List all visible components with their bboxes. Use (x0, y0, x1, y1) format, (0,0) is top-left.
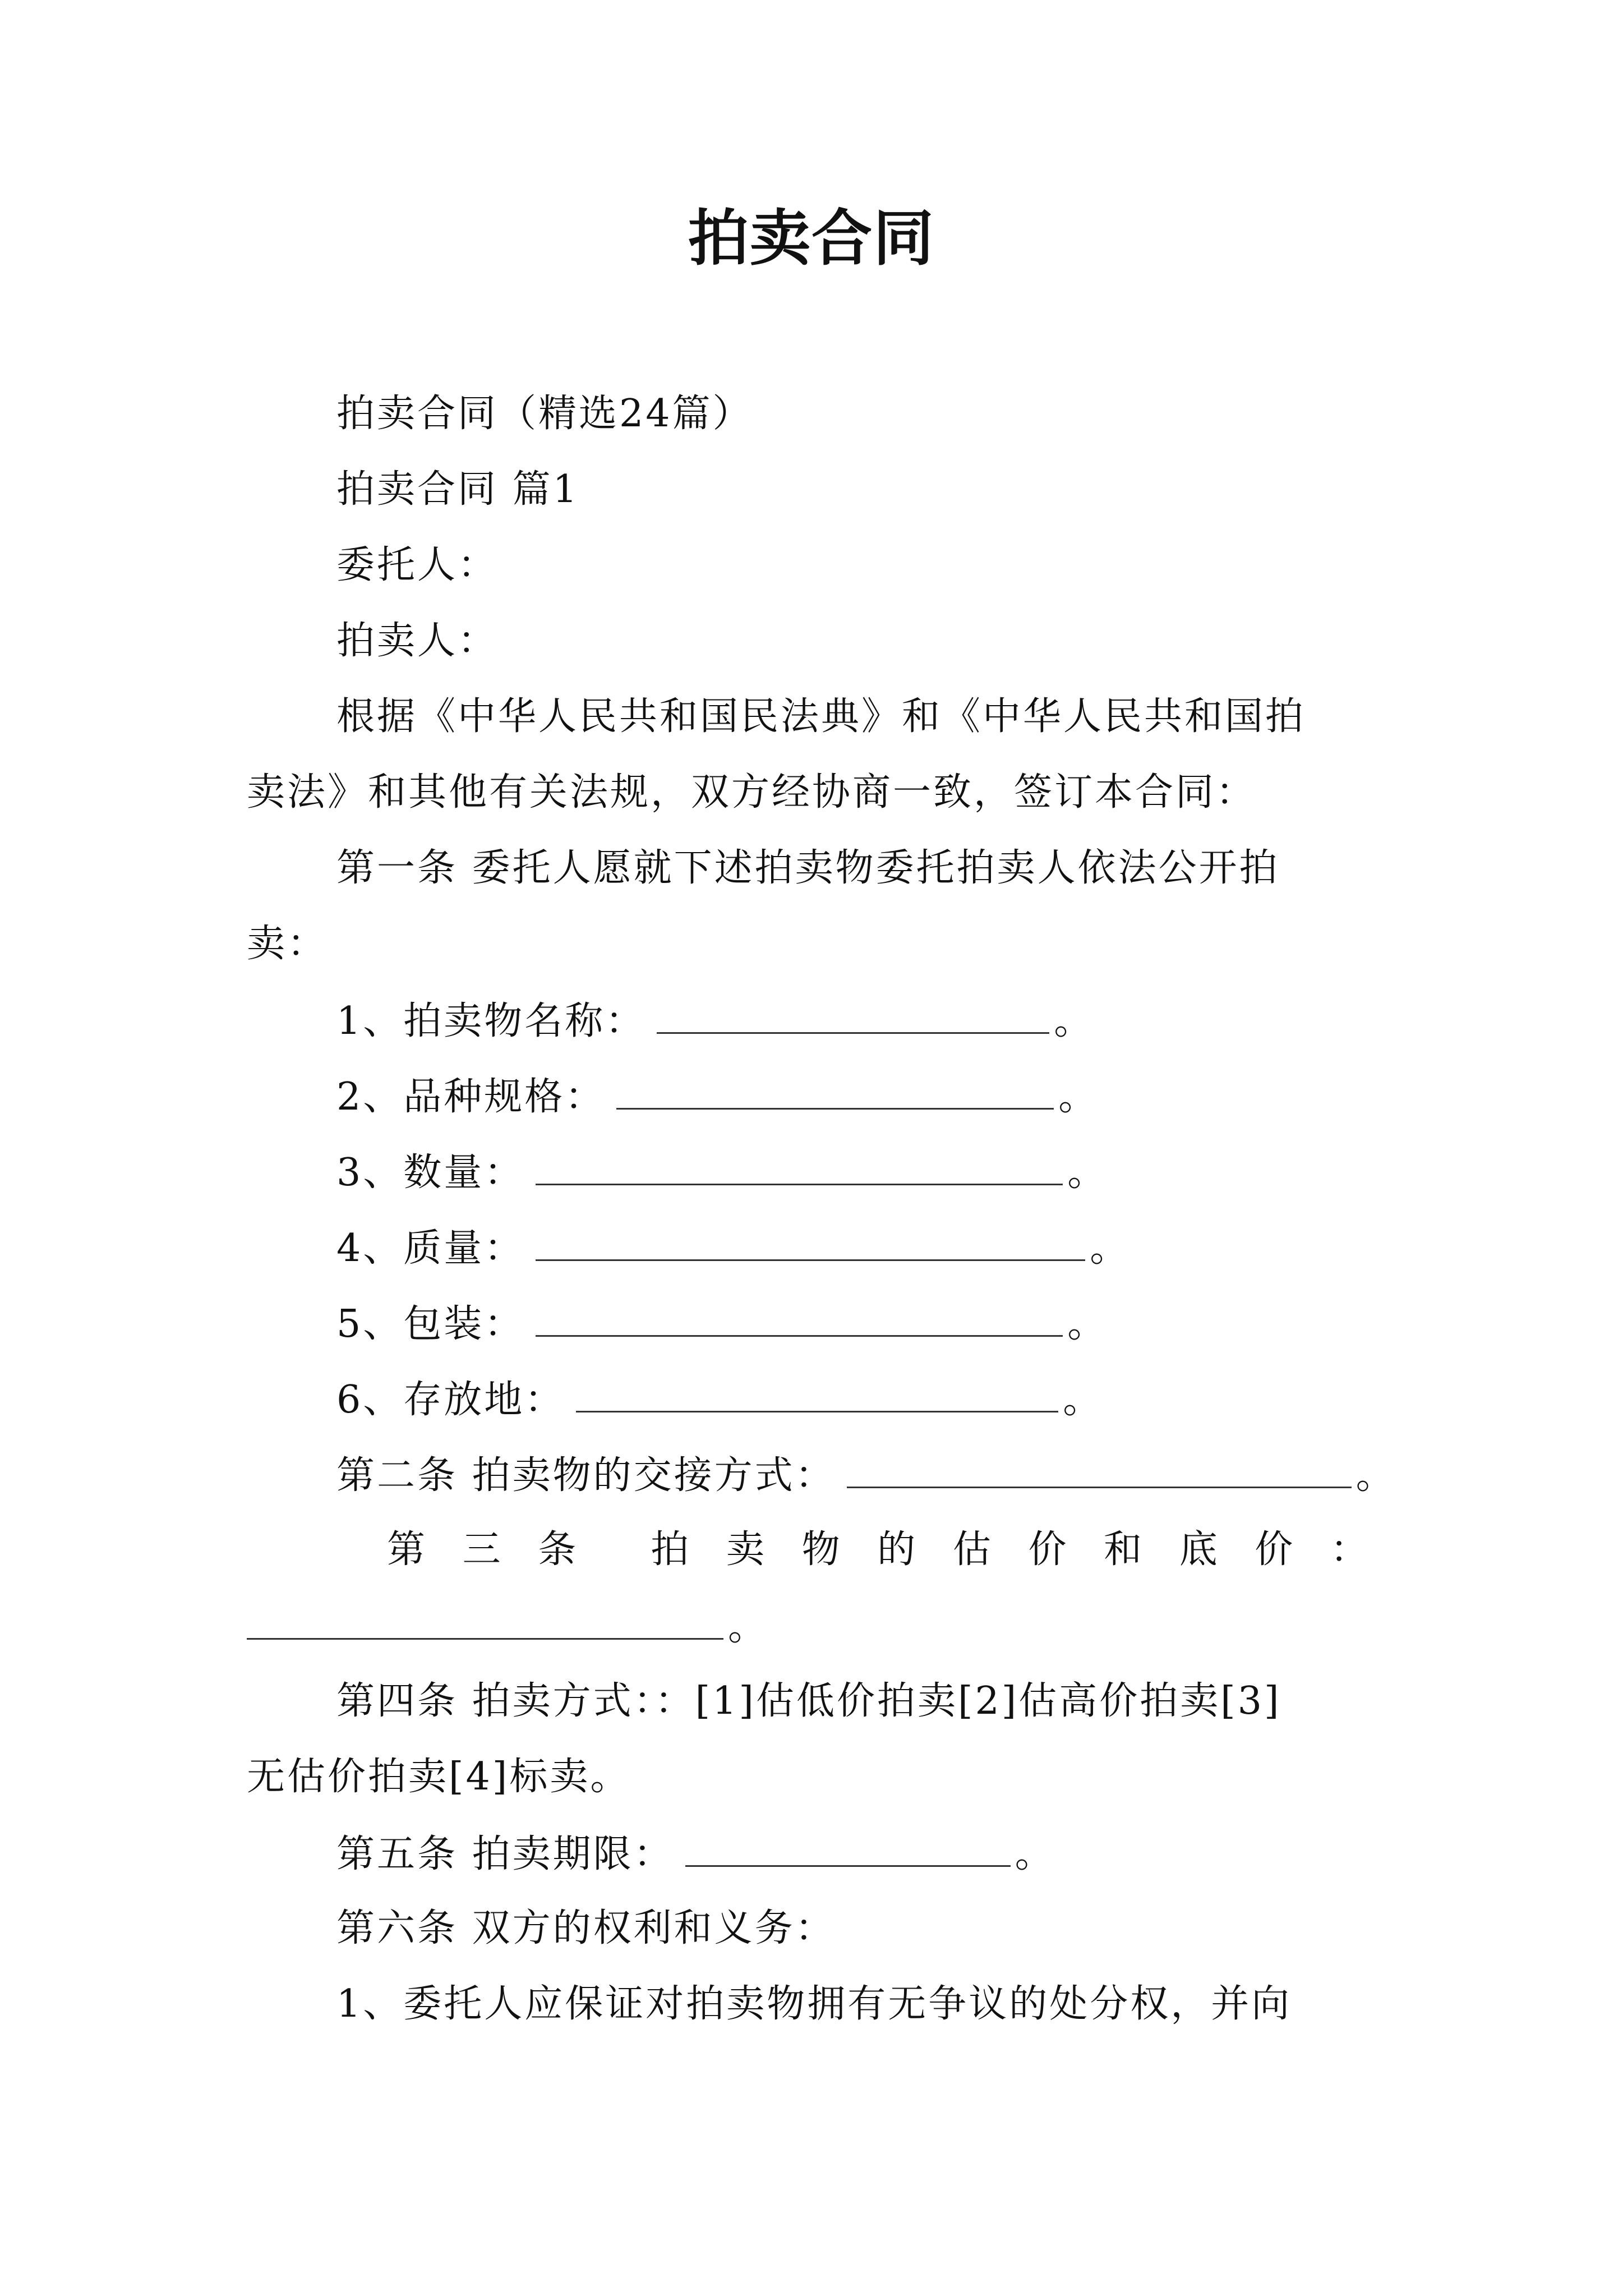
item-label: 4、质量： (336, 1226, 525, 1271)
item-label: 2、品种规格： (336, 1075, 606, 1119)
article-1-line-2: 卖： (247, 922, 328, 966)
item-name-row: 1、拍卖物名称： 。 (336, 993, 1094, 1048)
consignor-line: 委托人： (336, 543, 499, 587)
blank-field (536, 1296, 1063, 1337)
item-label: 6、存放地： (336, 1378, 565, 1422)
preamble-line-1: 根据《中华人民共和国民法典》和《中华人民共和国拍 (336, 694, 1306, 739)
blank-field (685, 1826, 1011, 1867)
blank-field (536, 1220, 1085, 1261)
preamble-line-2: 卖法》和其他有关法规，双方经协商一致，签订本合同： (247, 770, 1257, 815)
article-3-line-2: 。 (247, 1599, 768, 1654)
article-4-line-2: 无估价拍卖[4]标卖。 (247, 1755, 631, 1799)
section-heading: 拍卖合同 篇1 (336, 467, 579, 512)
item-quality-row: 4、质量： 。 (336, 1220, 1130, 1276)
article-2-row: 第二条 拍卖物的交接方式： 。 (336, 1447, 1396, 1503)
item-quantity-row: 3、数量： 。 (336, 1144, 1108, 1200)
article-3-line-1: 第 三 条 拍 卖 物 的 估 价 和 底 价 ： (387, 1527, 1368, 1572)
blank-field (847, 1447, 1352, 1488)
item-label: 1、拍卖物名称： (336, 999, 646, 1043)
item-label: 3、数量： (336, 1151, 525, 1195)
document-title: 拍卖合同 (688, 203, 935, 274)
article-5-row: 第五条 拍卖期限： 。 (336, 1826, 1055, 1881)
article-4-line-1: 第四条 拍卖方式：：[1]估低价拍卖[2]估高价拍卖[3] (336, 1679, 1281, 1723)
article-6-heading: 第六条 双方的权利和义务： (336, 1906, 836, 1950)
subtitle: 拍卖合同（精选24篇） (336, 392, 753, 436)
article-5-label: 第五条 拍卖期限： (336, 1832, 674, 1876)
blank-field (576, 1372, 1058, 1412)
article-1-line-1: 第一条 委托人愿就下述拍卖物委托拍卖人依法公开拍 (336, 846, 1280, 890)
auctioneer-line: 拍卖人： (336, 619, 499, 663)
item-spec-row: 2、品种规格： 。 (336, 1069, 1099, 1124)
item-label: 5、包装： (336, 1302, 525, 1346)
blank-field (536, 1144, 1063, 1185)
article-6-item-1: 1、委托人应保证对拍卖物拥有无争议的处分权，并向 (336, 1982, 1292, 2026)
blank-field (247, 1599, 723, 1640)
article-2-label: 第二条 拍卖物的交接方式： (336, 1453, 836, 1498)
item-storage-row: 6、存放地： 。 (336, 1372, 1103, 1427)
item-packaging-row: 5、包装： 。 (336, 1296, 1108, 1351)
blank-field (616, 1069, 1054, 1110)
blank-field (657, 993, 1049, 1034)
